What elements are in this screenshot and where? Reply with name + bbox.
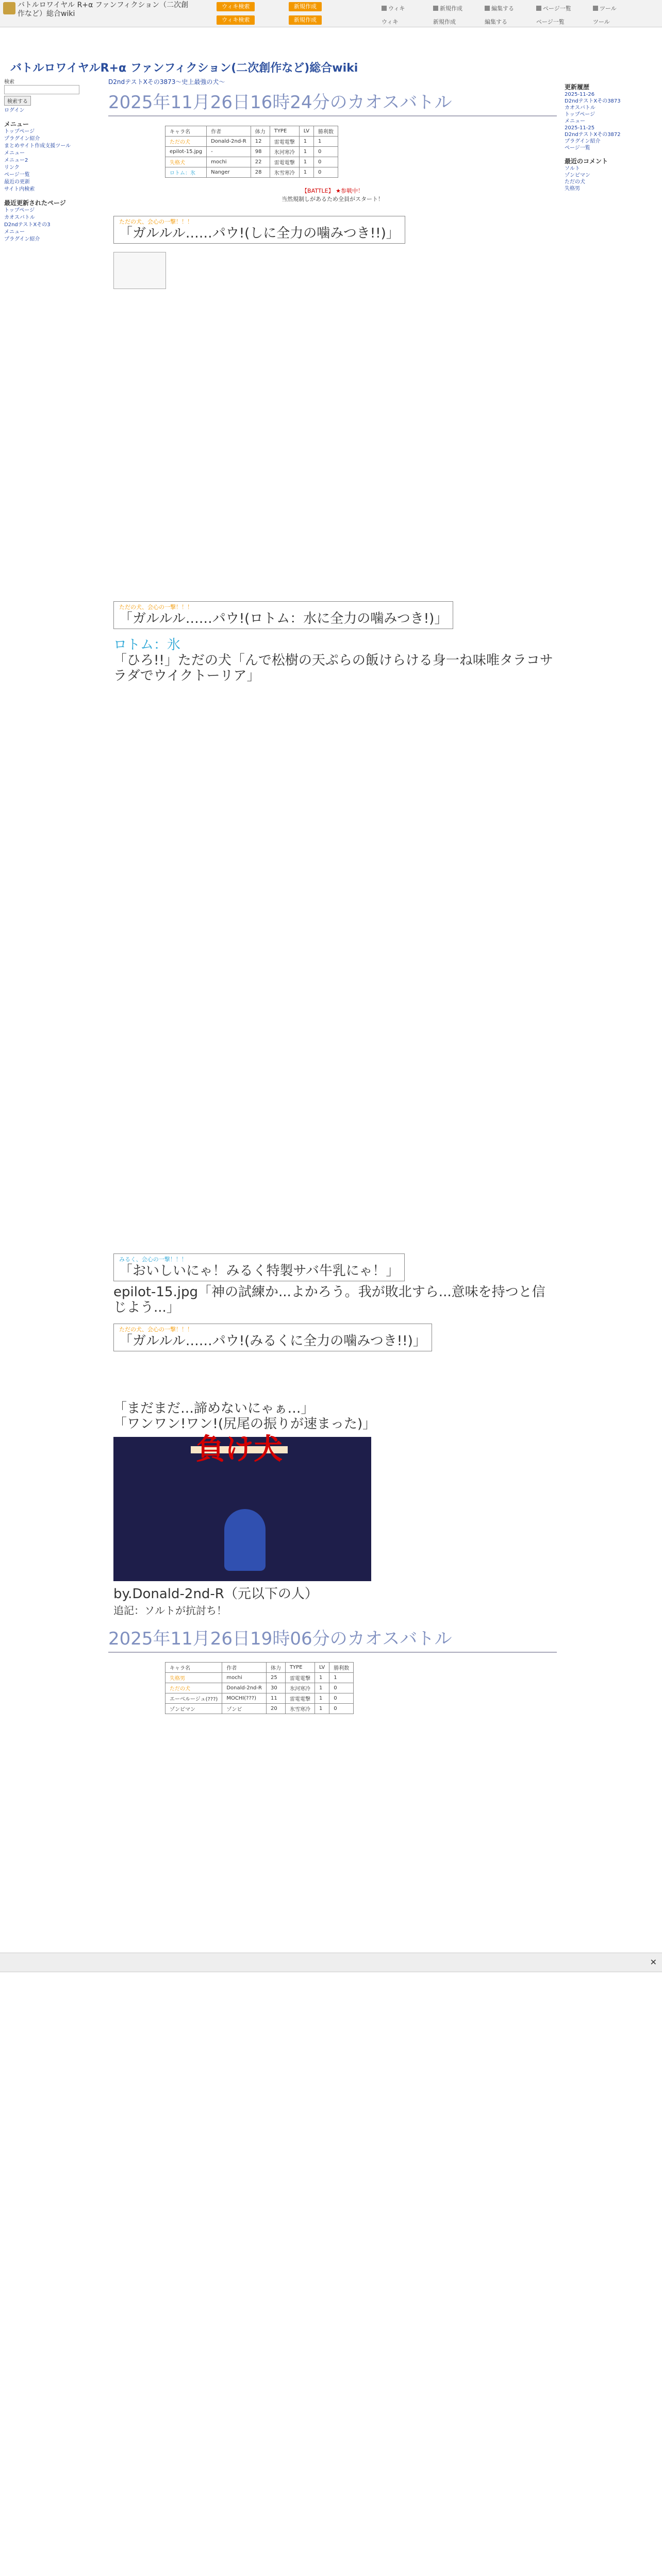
recent-comments-title: 最近のコメント <box>565 158 608 165</box>
chat-box: ただの犬、会心の一撃！！！ 「ガルルル……パウ!(ロトム：水に全力の噛みつき!)」 <box>113 601 453 629</box>
update-history-title: 更新履歴 <box>565 83 590 91</box>
battle-heading-2: 2025年11月26日19時06分のカオスバトル <box>108 1624 557 1653</box>
epilot-line: epilot-15.jpg「神の試練か...よかろう。我が敗北すら...意味を持つと信じよう...」 <box>113 1284 545 1315</box>
left-sidebar <box>4 77 102 243</box>
battle-log-1 <box>113 213 557 247</box>
menu-item[interactable]: リンク <box>4 165 20 171</box>
recent-item[interactable]: プラグイン紹介 <box>4 236 40 242</box>
recent-item[interactable]: D2ndテストXその3 <box>4 222 51 228</box>
top-bar <box>0 0 662 27</box>
dog-last-line: 「ワンワン!ワン!(尻尾の振りが速まった)」 <box>113 1416 376 1432</box>
recent-item[interactable]: メニュー <box>4 229 25 235</box>
recent-item[interactable]: トップページ <box>4 208 35 213</box>
loser-dog-image <box>113 1433 371 1581</box>
new-icon <box>433 6 438 11</box>
menu-item[interactable]: プラグイン紹介 <box>4 136 40 142</box>
wiki-search-button-2[interactable]: ウィキ検索 <box>217 15 255 25</box>
nav-edit[interactable]: 編集する <box>485 4 514 12</box>
history-item[interactable]: カオスバトル <box>565 105 595 111</box>
battle-log-4 <box>113 637 557 684</box>
chat-box: みるく、会心の一撃！！！ 「おいしいにゃ！みるく特製サバ牛乳にゃ！」 <box>113 1253 405 1281</box>
menu-item[interactable]: ページ一覧 <box>4 172 30 178</box>
nav-wiki-2[interactable]: ウィキ <box>382 19 399 25</box>
chat-box: ただの犬、会心の一撃！！！ 「ガルルル……パウ!(みるくに全力の噛みつき!!)」 <box>113 1324 432 1351</box>
comment-item[interactable]: 失格男 <box>565 186 580 192</box>
attack-shout-3: 「ガルルル……パウ!(みるくに全力の噛みつき!!)」 <box>119 1333 426 1349</box>
history-item[interactable]: D2ndテストXその3872 <box>565 132 621 138</box>
battle-log-6 <box>113 1320 557 1354</box>
battle-table-2 <box>165 1662 354 1714</box>
wiki-logo-icon[interactable] <box>3 2 15 14</box>
battle-log-7 <box>113 1401 557 1432</box>
table-row: 失格男 mochi 25 雷電電撃 1 1 <box>166 1673 354 1683</box>
main-content <box>108 77 557 1714</box>
miru-line: 「おいしいにゃ！みるく特製サバ牛乳にゃ！」 <box>119 1263 400 1279</box>
history-item[interactable]: メニュー <box>565 118 585 124</box>
loser-banner <box>113 1433 557 1581</box>
battle-log-5 <box>113 1250 557 1315</box>
history-item: 2025-11-25 <box>565 125 595 131</box>
edit-icon <box>485 6 490 11</box>
nav-pages[interactable]: ページ一覧 <box>536 4 571 12</box>
pages-icon <box>536 6 541 11</box>
page-title: D2ndテストXその3873～史上最強の犬～ <box>108 78 225 86</box>
new-page-button-2[interactable]: 新規作成 <box>289 15 322 25</box>
comment-item[interactable]: ゾンビマン <box>565 173 590 178</box>
new-page-button[interactable]: 新規作成 <box>289 2 322 11</box>
nav-new[interactable]: 新規作成 <box>433 4 462 12</box>
menu-item[interactable]: サイト内検索 <box>4 187 35 192</box>
login-link[interactable]: ログイン <box>4 108 25 113</box>
table-row: ロトム：氷 Nanger 28 氷雪寒冷 1 0 <box>166 167 338 178</box>
table-row: 失格犬 mochi 22 雷電電撃 1 0 <box>166 157 338 167</box>
menu-item[interactable]: メニュー <box>4 150 25 156</box>
wiki-search-button[interactable]: ウィキ検索 <box>217 2 255 11</box>
table-row: ただの犬 Donald-2nd-R 30 氷河寒冷 1 0 <box>166 1683 354 1693</box>
footer-note: 追記：ソルトが抗討ち！ <box>113 1604 227 1617</box>
loser-caption: 負け犬 <box>191 1446 288 1453</box>
search-button[interactable]: 検索する <box>4 96 31 106</box>
lose-line: 「まだまだ…諦めないにゃぁ…」 <box>113 1401 315 1416</box>
nav-new-2[interactable]: 新規作成 <box>433 19 456 25</box>
history-item[interactable]: ページ一覧 <box>565 145 590 151</box>
nav-edit-2[interactable]: 編集する <box>485 19 507 25</box>
battle-table-1 <box>165 126 338 178</box>
battle-log-2 <box>113 252 557 289</box>
mascot-figure <box>224 1509 266 1571</box>
table-row: ただの犬 Donald-2nd-R 12 雷電電撃 1 1 <box>166 137 338 147</box>
close-icon[interactable]: ✕ <box>650 1957 657 1967</box>
table-header-row: キャラ名 作者 体力 TYPE LV 勝利数 <box>166 126 338 137</box>
search-input[interactable] <box>4 85 79 94</box>
comment-item[interactable]: ソルト <box>565 166 580 172</box>
history-item: 2025-11-26 <box>565 92 595 97</box>
recent-title: 最近更新されたページ <box>4 199 66 207</box>
search-label: 検索 <box>4 79 14 85</box>
menu-item[interactable]: まとめサイト作成支援ツール <box>4 143 71 149</box>
menu-item[interactable]: トップページ <box>4 129 35 134</box>
battle-intro: 【BATTLE】 ★参戦中！ 当然規制しがあるため全員がスタート！ <box>282 188 384 202</box>
nav-tools[interactable]: ツール <box>593 4 617 12</box>
rotom-name: ロトム：氷 <box>113 637 181 653</box>
wiki-icon <box>382 6 387 11</box>
nav-pages-2[interactable]: ページ一覧 <box>536 19 565 25</box>
rotom-line: 「ひろ!!」ただの犬「んで松樹の天ぷらの飯けらける身一ね味唯タラコサラダでウイクトーリア」 <box>113 653 553 684</box>
history-item[interactable]: トップページ <box>565 112 595 117</box>
chat-box: ただの犬、会心の一撃！！！ 「ガルルル……パウ!(しに全力の噛みつき!!)」 <box>113 216 405 244</box>
wiki-title[interactable]: バトルロワイヤル R+α ファンフィクション（二次創作など）総合wiki <box>18 1 189 18</box>
battle-log-3 <box>113 598 557 632</box>
table-header-row: キャラ名 作者 体力 TYPE LV 勝利数 <box>166 1663 354 1673</box>
site-title[interactable]: バトルロワイヤルR+α ファンフィクション(二次創作など)総合wiki <box>10 62 358 75</box>
menu-title: メニュー <box>4 121 29 128</box>
recent-item[interactable]: カオスバトル <box>4 215 35 221</box>
comment-item[interactable]: ただの犬 <box>565 179 585 185</box>
menu-item[interactable]: メニュー2 <box>4 158 28 163</box>
history-item[interactable]: プラグイン紹介 <box>565 139 601 144</box>
character-image <box>113 252 166 289</box>
menu-item[interactable]: 最近の更新 <box>4 179 30 185</box>
nav-wiki[interactable]: ウィキ <box>382 4 405 12</box>
credit-line: by.Donald-2nd-R（元以下の人） <box>113 1586 318 1602</box>
attack-shout: 「ガルルル……パウ!(しに全力の噛みつき!!)」 <box>119 226 400 241</box>
bottom-ad-banner <box>0 1953 662 1972</box>
attack-shout-2: 「ガルルル……パウ!(ロトム：水に全力の噛みつき!)」 <box>119 611 448 626</box>
table-row: ゾンビマン ゾンビ 20 氷雪寒冷 1 0 <box>166 1704 354 1714</box>
battle-heading-1: 2025年11月26日16時24分のカオスバトル <box>108 88 557 116</box>
tools-icon <box>593 6 598 11</box>
nav-tools-2[interactable]: ツール <box>593 19 610 25</box>
history-item[interactable]: D2ndテストXその3873 <box>565 98 621 104</box>
table-row: epilot-15.jpg - 98 氷河寒冷 1 0 <box>166 147 338 157</box>
table-row: エーベルージュ(???) MOCHI(???) 11 雷電電撃 1 0 <box>166 1693 354 1704</box>
right-sidebar <box>565 77 657 192</box>
